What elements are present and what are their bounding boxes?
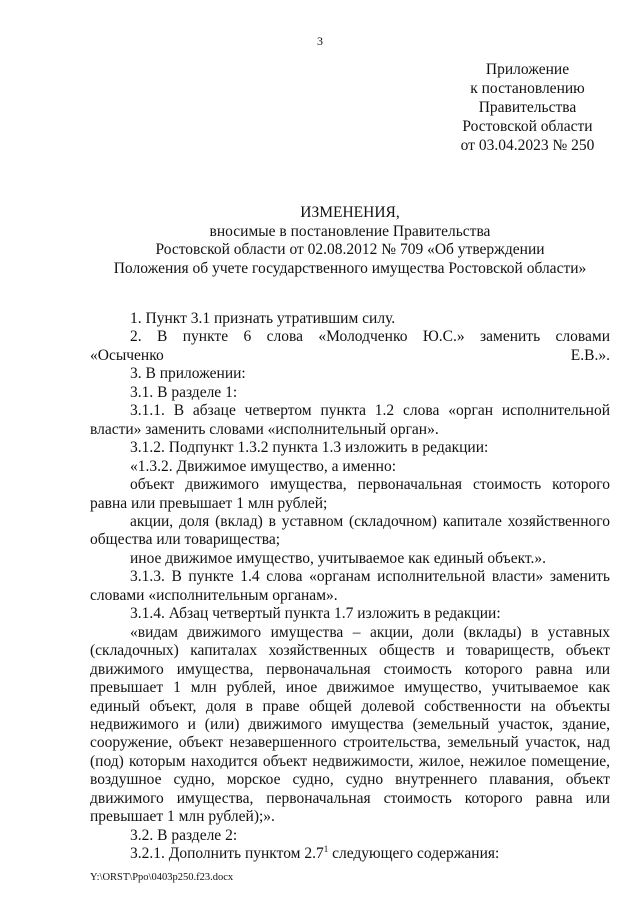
- paragraph: [90, 845, 610, 863]
- title-heading: ИЗМЕНЕНИЯ,: [300, 204, 400, 221]
- paragraph: «видам движимого имущества – акции, доли (вклады) в уставных (складочных) капиталах хозяйственных обществ и товариществ, объект движимого имущества, первоначальная стоимость которого равна или превышает 1 млн рублей, иное движимое имущество, учитываемое как единый объект, доля в праве общей долевой собственности на объекты недвижимого и (или) движимого имущества (земельный участок, здание, сооружение, объект незавершенного строительства, земельный участок, над (под) которым находится объект недвижимости, жилое, нежилое помещение, воздушное судно, морское судно, судно внутреннего плавания, объект движимого имущества, первоначальная стоимость которого равна или превышает 1 млн рублей);».: [90, 623, 610, 826]
- file-path-footer: Y:\ORST\Ppo\0403p250.f23.docx: [90, 872, 234, 883]
- page-number: 3: [317, 34, 323, 48]
- appendix-line: Правительства: [478, 99, 577, 116]
- title-line: Положения об учете государственного имущества Ростовской области»: [113, 259, 587, 277]
- document-body: [90, 310, 610, 864]
- paragraph: 3. В приложении:: [130, 365, 246, 383]
- paragraph-text: следующего содержания:: [328, 845, 500, 863]
- appendix-line: от 03.04.2023 № 250: [460, 137, 595, 154]
- title-line: вносимые в постановление Правительства: [209, 222, 491, 240]
- paragraph: 3.1.4. Абзац четвертый пункта 1.7 изложить в редакции:: [130, 605, 501, 623]
- paragraph: 3.2. В разделе 2:: [130, 826, 238, 844]
- paragraph: 3.1.3. В пункте 1.4 слова «органам исполнительной власти» заменить словами «исполнительным органам».: [90, 568, 610, 604]
- superscript: 1: [323, 844, 329, 855]
- appendix-line: к постановлению: [470, 80, 585, 97]
- title-line: Ростовской области от 02.08.2012 № 709 «Об утверждении: [155, 241, 545, 258]
- appendix-block: [440, 60, 615, 155]
- paragraph-text: 3.2.1. Дополнить пунктом 2.7: [130, 845, 324, 863]
- appendix-line: Ростовской области: [462, 118, 593, 135]
- appendix-line: Приложение: [485, 61, 570, 78]
- paragraph: 3.1. В разделе 1:: [130, 383, 238, 401]
- paragraph: 3.1.1. В абзаце четвертом пункта 1.2 слова «орган исполнительной власти» заменить словами «исполнительный орган».: [90, 402, 610, 438]
- paragraph: иное движимое имущество, учитываемое как единый объект.».: [130, 549, 547, 567]
- paragraph: 3.1.2. Подпункт 1.3.2 пункта 1.3 изложить в редакции:: [130, 439, 489, 457]
- paragraph: акции, доля (вклад) в уставном (складочном) капитале хозяйственного общества или товарищества;: [90, 512, 610, 549]
- document-title: [60, 204, 640, 278]
- paragraph: 2. В пункте 6 слова «Молодченко Ю.С.» заменить словами «Осыченко Е.В.».: [90, 328, 610, 364]
- paragraph: «1.3.2. Движимое имущество, а именно:: [130, 457, 396, 475]
- paragraph: 1. Пункт 3.1 признать утратившим силу.: [130, 310, 396, 327]
- paragraph: объект движимого имущества, первоначальная стоимость которого равна или превышает 1 млн рублей;: [90, 476, 610, 512]
